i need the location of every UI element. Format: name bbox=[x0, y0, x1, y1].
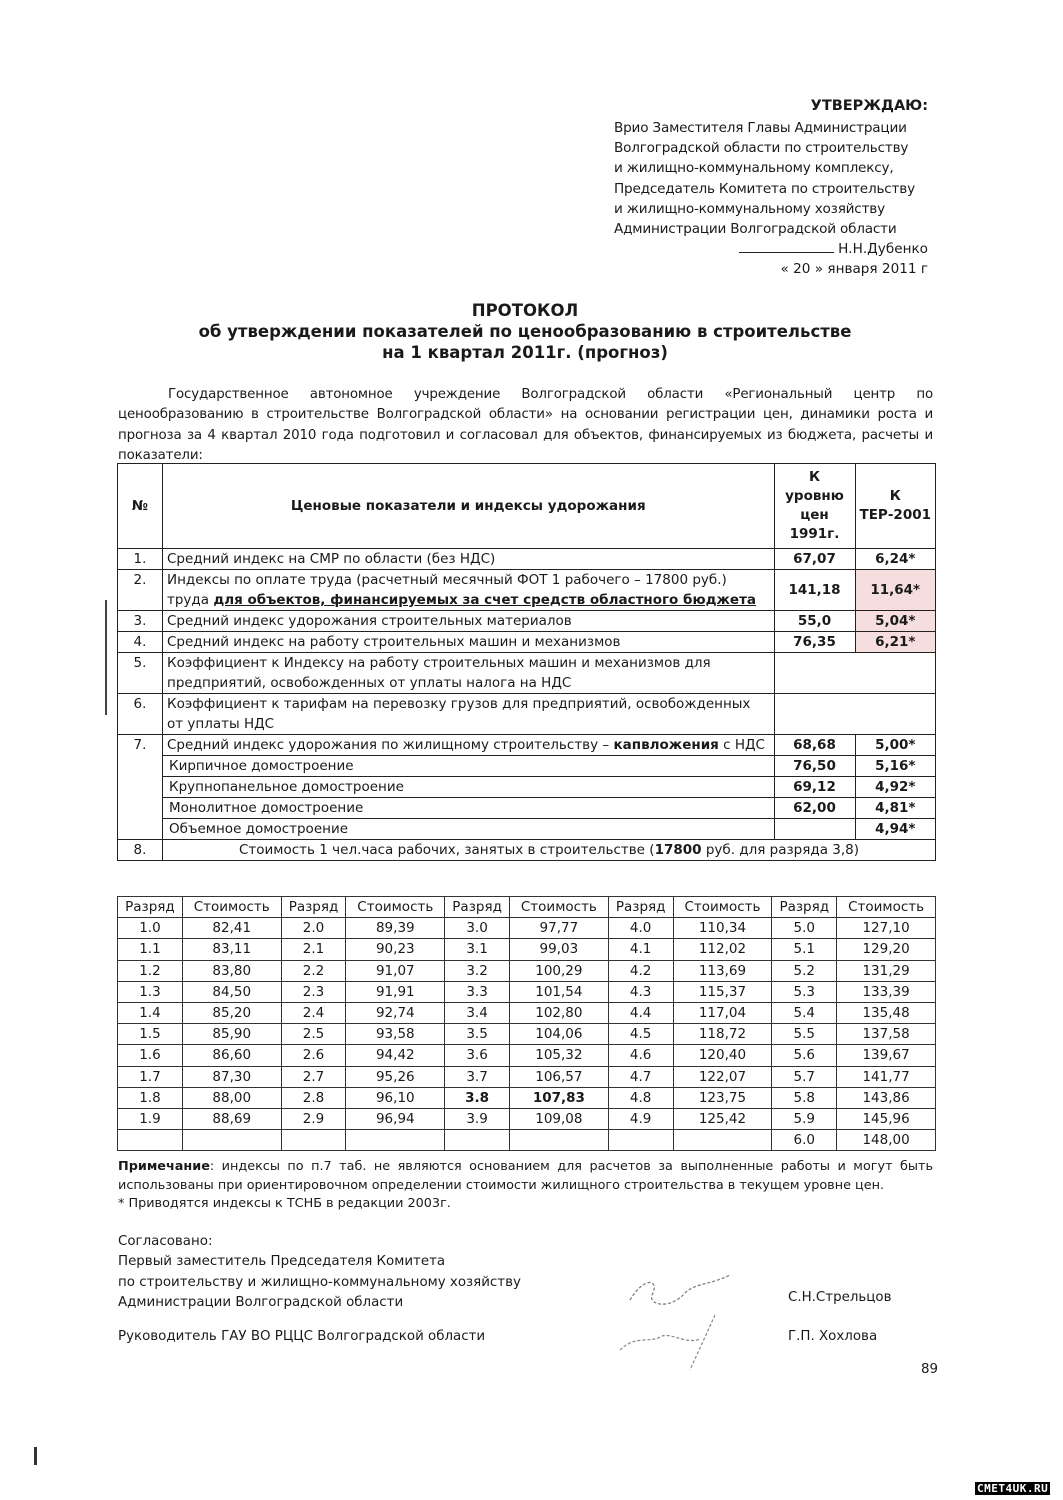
cost-cell: 85,90 bbox=[182, 1024, 281, 1045]
rank-cell: 5.1 bbox=[772, 939, 837, 960]
header-rank: Разряд bbox=[445, 897, 510, 918]
cost-cell: 85,20 bbox=[182, 1002, 281, 1023]
signer-1-name: С.Н.Стрельцов bbox=[788, 1290, 892, 1305]
rank-cell: 4.5 bbox=[608, 1024, 673, 1045]
rank-cell: 2.8 bbox=[281, 1087, 346, 1108]
rank-cell: 3.0 bbox=[445, 918, 510, 939]
rate-row bbox=[118, 960, 936, 981]
rank-cell: 2.3 bbox=[281, 981, 346, 1002]
subrow-value-ter2001: 4,92* bbox=[855, 777, 936, 798]
row-name: Средний индекс на работу строительных машин и механизмов bbox=[163, 632, 775, 653]
cost-cell: 100,29 bbox=[510, 960, 609, 981]
table-subrow bbox=[118, 777, 936, 798]
cost-cell: 127,10 bbox=[837, 918, 936, 939]
cost-cell: 107,83 bbox=[510, 1087, 609, 1108]
rank-cell bbox=[118, 1130, 183, 1151]
hourly-rate-table bbox=[117, 896, 936, 1151]
rank-cell bbox=[608, 1130, 673, 1151]
rate-row bbox=[118, 1002, 936, 1023]
row-name bbox=[163, 570, 775, 611]
intro-paragraph bbox=[118, 385, 933, 466]
cost-cell: 90,23 bbox=[346, 939, 445, 960]
row-num: 2. bbox=[118, 570, 163, 611]
cost-cell: 117,04 bbox=[673, 1002, 772, 1023]
subrow-value-ter2001: 4,94* bbox=[855, 819, 936, 840]
row-num: 5. bbox=[118, 653, 163, 694]
rank-cell: 4.2 bbox=[608, 960, 673, 981]
agreed-heading: Согласовано: bbox=[118, 1234, 213, 1249]
rank-cell: 4.7 bbox=[608, 1066, 673, 1087]
cost-cell: 143,86 bbox=[837, 1087, 936, 1108]
rank-cell: 2.0 bbox=[281, 918, 346, 939]
row-num: 3. bbox=[118, 611, 163, 632]
subrow-name: Объемное домостроение bbox=[163, 819, 775, 840]
row-value-ter2001: 6,21* bbox=[855, 632, 936, 653]
rank-cell: 4.8 bbox=[608, 1087, 673, 1108]
table-subrow bbox=[118, 756, 936, 777]
row-value-1991: 55,0 bbox=[774, 611, 855, 632]
row-name: Средний индекс удорожания строительных материалов bbox=[163, 611, 775, 632]
approval-line: и жилищно-коммунальному комплексу, bbox=[614, 160, 894, 177]
header-rank: Разряд bbox=[281, 897, 346, 918]
rank-cell: 4.0 bbox=[608, 918, 673, 939]
subrow-value-1991 bbox=[774, 819, 855, 840]
rank-cell: 2.1 bbox=[281, 939, 346, 960]
cost-cell: 102,80 bbox=[510, 1002, 609, 1023]
rank-cell: 5.6 bbox=[772, 1045, 837, 1066]
rank-cell: 4.9 bbox=[608, 1108, 673, 1129]
cost-cell: 104,06 bbox=[510, 1024, 609, 1045]
cost-cell: 110,34 bbox=[673, 918, 772, 939]
cost-cell: 96,94 bbox=[346, 1108, 445, 1129]
note-label: Примечание bbox=[118, 1159, 210, 1174]
approval-signature bbox=[614, 239, 928, 259]
table-row bbox=[118, 611, 936, 632]
cost-cell: 113,69 bbox=[673, 960, 772, 981]
subrow-value-ter2001: 4,81* bbox=[855, 798, 936, 819]
rank-cell: 4.6 bbox=[608, 1045, 673, 1066]
rate-row bbox=[118, 1130, 936, 1151]
watermark: СМЕТ4UK.RU bbox=[977, 1482, 1049, 1495]
intro-text: Государственное автономное учреждение Волгоградской области «Региональный центр по ценообразованию в строительстве Волгоградской области» на основании регистрации цен, динамики роста и прогноза за 4 квартал 2010 года подготовил и согласовал для объектов, финансируемых из бюджета, расчеты и показатели: bbox=[118, 387, 933, 463]
cost-cell: 148,00 bbox=[837, 1130, 936, 1151]
handwritten-signature-icon bbox=[590, 1255, 760, 1375]
row-value-ter2001: 6,24* bbox=[855, 549, 936, 570]
subrow-name: Монолитное домостроение bbox=[163, 798, 775, 819]
rank-cell: 1.5 bbox=[118, 1024, 183, 1045]
signer-2-role: Руководитель ГАУ ВО РЦЦС Волгоградской области bbox=[118, 1329, 486, 1344]
footnote: * Приводятся индексы к ТСНБ в редакции 2003г. bbox=[118, 1196, 451, 1211]
cost-cell: 141,77 bbox=[837, 1066, 936, 1087]
row-value-1991: 68,68 bbox=[774, 735, 855, 756]
row-value-ter2001: 11,64* bbox=[855, 570, 936, 611]
approval-date: « 20 » января 2011 г bbox=[780, 261, 928, 278]
row-name: Средний индекс на СМР по области (без НДС) bbox=[163, 549, 775, 570]
cost-cell: 84,50 bbox=[182, 981, 281, 1002]
cost-cell bbox=[182, 1130, 281, 1151]
cost-cell bbox=[346, 1130, 445, 1151]
rate-header-row bbox=[118, 897, 936, 918]
signature-line bbox=[739, 240, 834, 253]
rank-cell bbox=[445, 1130, 510, 1151]
table-subrow bbox=[118, 819, 936, 840]
rate-row bbox=[118, 981, 936, 1002]
cost-cell: 139,67 bbox=[837, 1045, 936, 1066]
rate-row bbox=[118, 939, 936, 960]
row-name: Коэффициент к тарифам на перевозку грузов для предприятий, освобожденных от уплаты НДС bbox=[163, 694, 775, 735]
header-num: № bbox=[118, 464, 163, 549]
rank-cell: 2.5 bbox=[281, 1024, 346, 1045]
rank-cell: 4.4 bbox=[608, 1002, 673, 1023]
rank-cell: 5.5 bbox=[772, 1024, 837, 1045]
cost-cell: 87,30 bbox=[182, 1066, 281, 1087]
cost-cell: 83,80 bbox=[182, 960, 281, 981]
header-rank: Разряд bbox=[772, 897, 837, 918]
row-name bbox=[163, 735, 775, 756]
cost-cell bbox=[510, 1130, 609, 1151]
row-name bbox=[163, 840, 936, 861]
row-num: 6. bbox=[118, 694, 163, 735]
cost-cell: 106,57 bbox=[510, 1066, 609, 1087]
rank-cell: 3.4 bbox=[445, 1002, 510, 1023]
rank-cell: 5.7 bbox=[772, 1066, 837, 1087]
header-name: Ценовые показатели и индексы удорожания bbox=[163, 464, 775, 549]
scan-edge-line bbox=[105, 600, 107, 715]
header-cost: Стоимость bbox=[346, 897, 445, 918]
row-value-empty bbox=[774, 694, 936, 735]
approval-line: Председатель Комитета по строительству bbox=[614, 180, 915, 197]
rank-cell: 2.9 bbox=[281, 1108, 346, 1129]
table-row bbox=[118, 653, 936, 694]
subrow-name: Крупнопанельное домостроение bbox=[163, 777, 775, 798]
cost-cell: 91,91 bbox=[346, 981, 445, 1002]
header-cost: Стоимость bbox=[182, 897, 281, 918]
row-name: Коэффициент к Индексу на работу строительных машин и механизмов для предприятий, освобожденных от уплаты налога на НДС bbox=[163, 653, 775, 694]
rate-row bbox=[118, 918, 936, 939]
rank-cell: 3.8 bbox=[445, 1087, 510, 1108]
header-rank: Разряд bbox=[608, 897, 673, 918]
table-row bbox=[118, 840, 936, 861]
rate-row bbox=[118, 1024, 936, 1045]
cost-cell: 92,74 bbox=[346, 1002, 445, 1023]
cost-cell: 145,96 bbox=[837, 1108, 936, 1129]
rank-cell: 5.3 bbox=[772, 981, 837, 1002]
rank-cell: 4.1 bbox=[608, 939, 673, 960]
row-value-ter2001: 5,04* bbox=[855, 611, 936, 632]
row-name-part: Стоимость 1 чел.часа рабочих, занятых в строительстве ( bbox=[238, 842, 655, 858]
rank-cell: 2.7 bbox=[281, 1066, 346, 1087]
rank-cell: 2.4 bbox=[281, 1002, 346, 1023]
table-subrow bbox=[118, 798, 936, 819]
row-num: 7. bbox=[118, 735, 163, 840]
header-cost: Стоимость bbox=[510, 897, 609, 918]
agreed-line: Первый заместитель Председателя Комитета bbox=[118, 1254, 446, 1270]
subrow-value-ter2001: 5,16* bbox=[855, 756, 936, 777]
row-name-part: руб. для разряда 3,8) bbox=[701, 842, 860, 858]
header-col2: К ТЕР-2001 bbox=[855, 464, 936, 549]
rank-cell: 5.0 bbox=[772, 918, 837, 939]
rate-row bbox=[118, 1087, 936, 1108]
row-value-ter2001: 5,00* bbox=[855, 735, 936, 756]
cost-cell: 101,54 bbox=[510, 981, 609, 1002]
rank-cell: 3.6 bbox=[445, 1045, 510, 1066]
cost-cell: 125,42 bbox=[673, 1108, 772, 1129]
rank-cell: 1.8 bbox=[118, 1087, 183, 1108]
subrow-value-1991: 76,50 bbox=[774, 756, 855, 777]
rate-row bbox=[118, 1045, 936, 1066]
table-row bbox=[118, 694, 936, 735]
row-name-part: Индексы по оплате труда (расчетный месячный ФОТ 1 рабочего – 17800 руб.) труда bbox=[167, 572, 727, 608]
rank-cell: 1.3 bbox=[118, 981, 183, 1002]
cost-cell: 82,41 bbox=[182, 918, 281, 939]
cost-cell: 109,08 bbox=[510, 1108, 609, 1129]
note-block bbox=[118, 1158, 933, 1214]
approval-line: Администрации Волгоградской области bbox=[614, 221, 897, 238]
rank-cell: 5.4 bbox=[772, 1002, 837, 1023]
rank-cell: 1.9 bbox=[118, 1108, 183, 1129]
header-rank: Разряд bbox=[118, 897, 183, 918]
subrow-value-1991: 62,00 bbox=[774, 798, 855, 819]
cost-cell: 91,07 bbox=[346, 960, 445, 981]
cost-cell: 96,10 bbox=[346, 1087, 445, 1108]
rank-cell: 4.3 bbox=[608, 981, 673, 1002]
approval-line: Врио Заместителя Главы Администрации bbox=[614, 120, 907, 136]
table-header-row bbox=[118, 464, 936, 549]
rank-cell: 2.6 bbox=[281, 1045, 346, 1066]
row-value-empty bbox=[774, 653, 936, 694]
rank-cell: 5.9 bbox=[772, 1108, 837, 1129]
page-number: 89 bbox=[921, 1362, 939, 1377]
signer-2-name: Г.П. Хохлова bbox=[788, 1329, 878, 1344]
table-row bbox=[118, 632, 936, 653]
rank-cell: 5.2 bbox=[772, 960, 837, 981]
note-body: : индексы по п.7 таб. не являются основанием для расчетов за выполненные работы и могут быть использованы при ориентировочном определении стоимости жилищного строительства в текущем уровне цен. bbox=[118, 1159, 933, 1193]
approval-line: Волгоградской области по строительству bbox=[614, 140, 909, 157]
cost-cell: 137,58 bbox=[837, 1024, 936, 1045]
row-value-1991: 67,07 bbox=[774, 549, 855, 570]
subrow-name: Кирпичное домостроение bbox=[163, 756, 775, 777]
indices-table bbox=[117, 463, 936, 861]
cost-cell: 135,48 bbox=[837, 1002, 936, 1023]
cost-cell: 88,00 bbox=[182, 1087, 281, 1108]
rank-cell: 1.0 bbox=[118, 918, 183, 939]
subrow-value-1991: 69,12 bbox=[774, 777, 855, 798]
row-num: 8. bbox=[118, 840, 163, 861]
header-cost: Стоимость bbox=[837, 897, 936, 918]
rank-cell: 3.2 bbox=[445, 960, 510, 981]
cost-cell: 118,72 bbox=[673, 1024, 772, 1045]
rank-cell bbox=[281, 1130, 346, 1151]
cost-cell: 105,32 bbox=[510, 1045, 609, 1066]
agreed-line: Администрации Волгоградской области bbox=[118, 1294, 404, 1310]
rank-cell: 1.2 bbox=[118, 960, 183, 981]
cost-cell: 112,02 bbox=[673, 939, 772, 960]
cost-cell: 122,07 bbox=[673, 1066, 772, 1087]
cost-cell: 123,75 bbox=[673, 1087, 772, 1108]
rank-cell: 3.7 bbox=[445, 1066, 510, 1087]
rank-cell: 1.1 bbox=[118, 939, 183, 960]
rank-cell: 5.8 bbox=[772, 1087, 837, 1108]
cost-cell: 88,69 bbox=[182, 1108, 281, 1129]
row-name-part: с НДС bbox=[718, 737, 765, 753]
title-line-3: на 1 квартал 2011г. (прогноз) bbox=[382, 343, 668, 362]
approval-block: УТВЕРЖДАЮ: Врио Заместителя Главы Администрации Волгоградской области по строительству и жилищно-коммунальному комплексу, Председатель Комитета по строительству и жилищно-коммунальному хозяйству Администрации Волгоградской области Н.Н.Дубенко « 20 » января 2011 г bbox=[614, 118, 928, 280]
header-col1: К уровню цен 1991г. bbox=[774, 464, 855, 549]
row-value-1991: 141,18 bbox=[774, 570, 855, 611]
cost-cell: 129,20 bbox=[837, 939, 936, 960]
row-value-1991: 76,35 bbox=[774, 632, 855, 653]
rank-cell: 1.7 bbox=[118, 1066, 183, 1087]
cost-cell: 120,40 bbox=[673, 1045, 772, 1066]
cost-cell: 131,29 bbox=[837, 960, 936, 981]
rank-cell: 3.1 bbox=[445, 939, 510, 960]
agreed-block bbox=[118, 1232, 521, 1313]
rate-row bbox=[118, 1066, 936, 1087]
table-row bbox=[118, 570, 936, 611]
header-cost: Стоимость bbox=[673, 897, 772, 918]
document-title bbox=[100, 300, 950, 363]
title-line-2: об утверждении показателей по ценообразованию в строительстве bbox=[198, 322, 852, 341]
cost-cell: 94,42 bbox=[346, 1045, 445, 1066]
cost-cell: 89,39 bbox=[346, 918, 445, 939]
row-num: 1. bbox=[118, 549, 163, 570]
cost-cell: 133,39 bbox=[837, 981, 936, 1002]
cost-cell: 97,77 bbox=[510, 918, 609, 939]
row-name-part: Средний индекс удорожания по жилищному строительству – bbox=[167, 737, 614, 753]
cost-cell: 93,58 bbox=[346, 1024, 445, 1045]
title-line-1: ПРОТОКОЛ bbox=[471, 301, 579, 320]
agreed-line: по строительству и жилищно-коммунальному хозяйству bbox=[118, 1274, 521, 1290]
cost-cell: 83,11 bbox=[182, 939, 281, 960]
row-num: 4. bbox=[118, 632, 163, 653]
cost-cell bbox=[673, 1130, 772, 1151]
note-text bbox=[118, 1158, 933, 1195]
rank-cell: 6.0 bbox=[772, 1130, 837, 1151]
rank-cell: 3.5 bbox=[445, 1024, 510, 1045]
cost-cell: 86,60 bbox=[182, 1045, 281, 1066]
cost-cell: 99,03 bbox=[510, 939, 609, 960]
rank-cell: 1.4 bbox=[118, 1002, 183, 1023]
row-name-emphasis: 17800 bbox=[654, 842, 702, 858]
approval-line: и жилищно-коммунальному хозяйству bbox=[614, 200, 885, 217]
cost-cell: 95,26 bbox=[346, 1066, 445, 1087]
rank-cell: 1.6 bbox=[118, 1045, 183, 1066]
row-name-emphasis: для объектов, финансируемых за счет средств областного бюджета bbox=[213, 592, 757, 608]
rank-cell: 3.9 bbox=[445, 1108, 510, 1129]
row-name-emphasis: капвложения bbox=[613, 737, 719, 753]
cost-cell: 115,37 bbox=[673, 981, 772, 1002]
rate-row bbox=[118, 1108, 936, 1129]
table-row bbox=[118, 735, 936, 756]
table-row bbox=[118, 549, 936, 570]
rank-cell: 3.3 bbox=[445, 981, 510, 1002]
approval-signatory: Н.Н.Дубенко bbox=[838, 241, 928, 258]
rank-cell: 2.2 bbox=[281, 960, 346, 981]
scan-mark bbox=[34, 1447, 37, 1465]
